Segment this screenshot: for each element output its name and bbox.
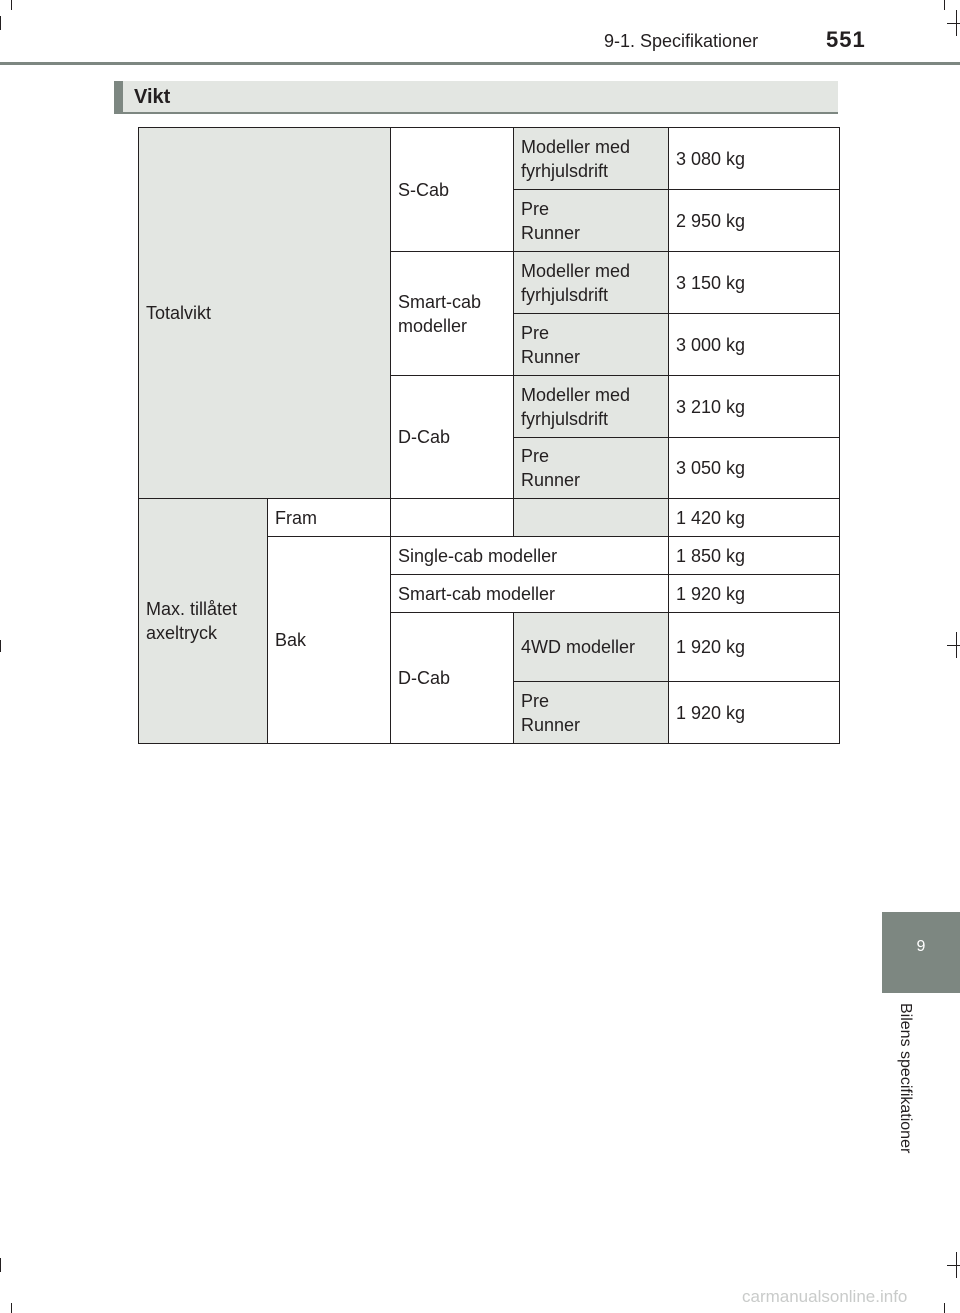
table-row	[139, 499, 840, 537]
page-number: 551	[826, 27, 866, 52]
group-label-scab: S-Cab	[391, 128, 514, 252]
weight-value: 3 080 kg	[669, 128, 840, 190]
variant-label: Pre Runner	[514, 682, 669, 744]
crop-mark	[944, 1303, 945, 1313]
crop-mark	[11, 0, 12, 10]
total-weight-label: Totalvikt	[139, 128, 391, 499]
crop-mark	[0, 1258, 1, 1272]
chapter-label: Bilens specifikationer	[897, 1003, 914, 1154]
variant-label: Modeller med fyrhjulsdrift	[514, 376, 669, 438]
header-section-title: 9-1. Specifikationer	[604, 31, 759, 51]
weight-value: 3 000 kg	[669, 314, 840, 376]
weight-value: 3 150 kg	[669, 252, 840, 314]
weight-value: 1 920 kg	[669, 613, 840, 682]
smart-cab-label: Smart-cab modeller	[391, 575, 669, 613]
header-rule	[0, 62, 960, 65]
weight-value: 1 850 kg	[669, 537, 840, 575]
weight-value: 3 210 kg	[669, 376, 840, 438]
empty-cell	[391, 499, 514, 537]
weight-spec-table	[138, 127, 840, 744]
watermark: carmanualsonline.info	[742, 1287, 908, 1306]
crop-mark	[0, 640, 1, 652]
axle-load-label: Max. tillåtet axeltryck	[139, 499, 268, 744]
front-axle-label: Fram	[268, 499, 391, 537]
group-label-dcab: D-Cab	[391, 376, 514, 499]
crop-mark	[947, 645, 960, 646]
weight-value: 1 420 kg	[669, 499, 840, 537]
variant-label: Modeller med fyrhjulsdrift	[514, 128, 669, 190]
rear-axle-label: Bak	[268, 537, 391, 744]
weight-value: 1 920 kg	[669, 575, 840, 613]
variant-label: Pre Runner	[514, 438, 669, 499]
chapter-tab	[882, 912, 960, 993]
section-title: Vikt	[134, 86, 171, 108]
variant-label: Pre Runner	[514, 314, 669, 376]
crop-mark	[947, 1265, 960, 1266]
weight-value: 1 920 kg	[669, 682, 840, 744]
table-row	[139, 128, 840, 190]
crop-mark	[0, 16, 1, 30]
weight-value: 3 050 kg	[669, 438, 840, 499]
variant-label: 4WD modeller	[514, 613, 669, 682]
dcab-axle-label: D-Cab	[391, 613, 514, 744]
variant-label: Pre Runner	[514, 190, 669, 252]
crop-mark	[947, 23, 960, 24]
chapter-number: 9	[916, 938, 926, 955]
empty-cell	[514, 499, 669, 537]
weight-value: 2 950 kg	[669, 190, 840, 252]
crop-mark	[11, 1303, 12, 1313]
section-heading-bar	[114, 81, 838, 114]
single-cab-label: Single-cab modeller	[391, 537, 669, 575]
crop-mark	[944, 0, 945, 10]
group-label-smartcab: Smart-cab modeller	[391, 252, 514, 376]
variant-label: Modeller med fyrhjulsdrift	[514, 252, 669, 314]
